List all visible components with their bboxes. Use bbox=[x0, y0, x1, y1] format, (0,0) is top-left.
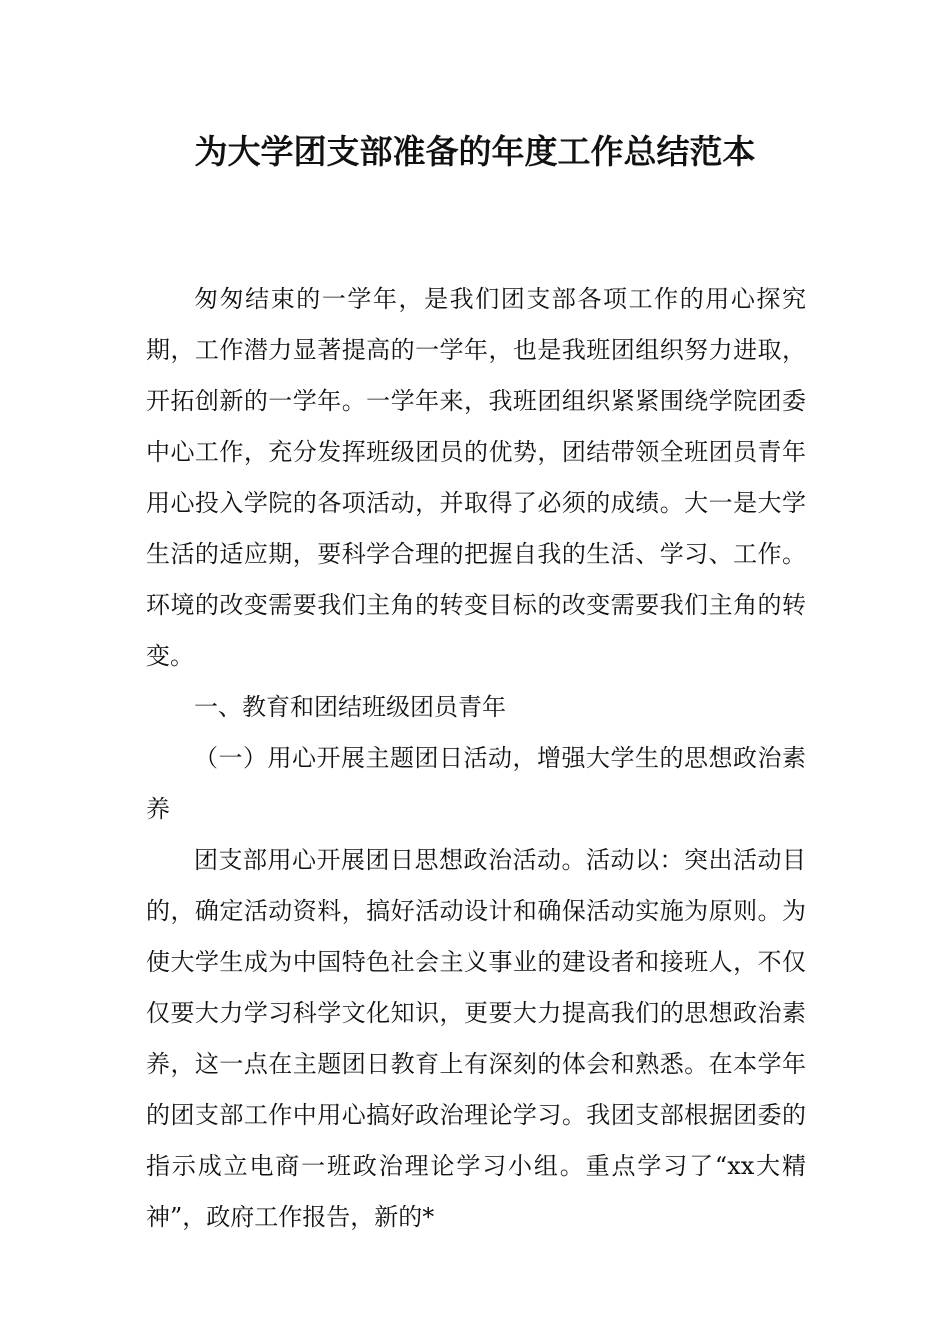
subsection-heading-1: （一）用心开展主题团日活动，增强大学生的思想政治素养 bbox=[146, 744, 806, 823]
paragraph-activities: 团支部用心开展团日思想政治活动。活动以：突出活动目的，确定活动资料，搞好活动设计和确保活动实施为原则。为使大学生成为中国特色社会主义事业的建设者和接班人，不仅仅要大力学习科学文化知识，更要大力提高我们的思想政治素养，这一点在主题团日教育上有深刻的体会和熟悉。在本学年的团支部工作中用心搞好政治理论学习。我团支部根据团委的指示成立电商一班政治理论学习小组。重点学习了“xx大精神”，政府工作报告，新的* bbox=[146, 846, 806, 1231]
section-heading-1: 一、教育和团结班级团员青年 bbox=[194, 693, 506, 721]
paragraph-intro: 匆匆结束的一学年，是我们团支部各项工作的用心探究期，工作潜力显著提高的一学年，也是我班团组织努力进取，开拓创新的一学年。一学年来，我班团组织紧紧围绕学院团委中心工作，充分发挥班级团员的优势，团结带领全班团员青年用心投入学院的各项活动，并取得了必须的成绩。大一是大学生活的适应期，要科学合理的把握自我的生活、学习、工作。环境的改变需要我们主角的转变目标的改变需要我们主角的转变。 bbox=[146, 285, 806, 670]
document-title: 为大学团支部准备的年度工作总结范本 bbox=[194, 132, 756, 171]
document-body bbox=[146, 274, 806, 1243]
